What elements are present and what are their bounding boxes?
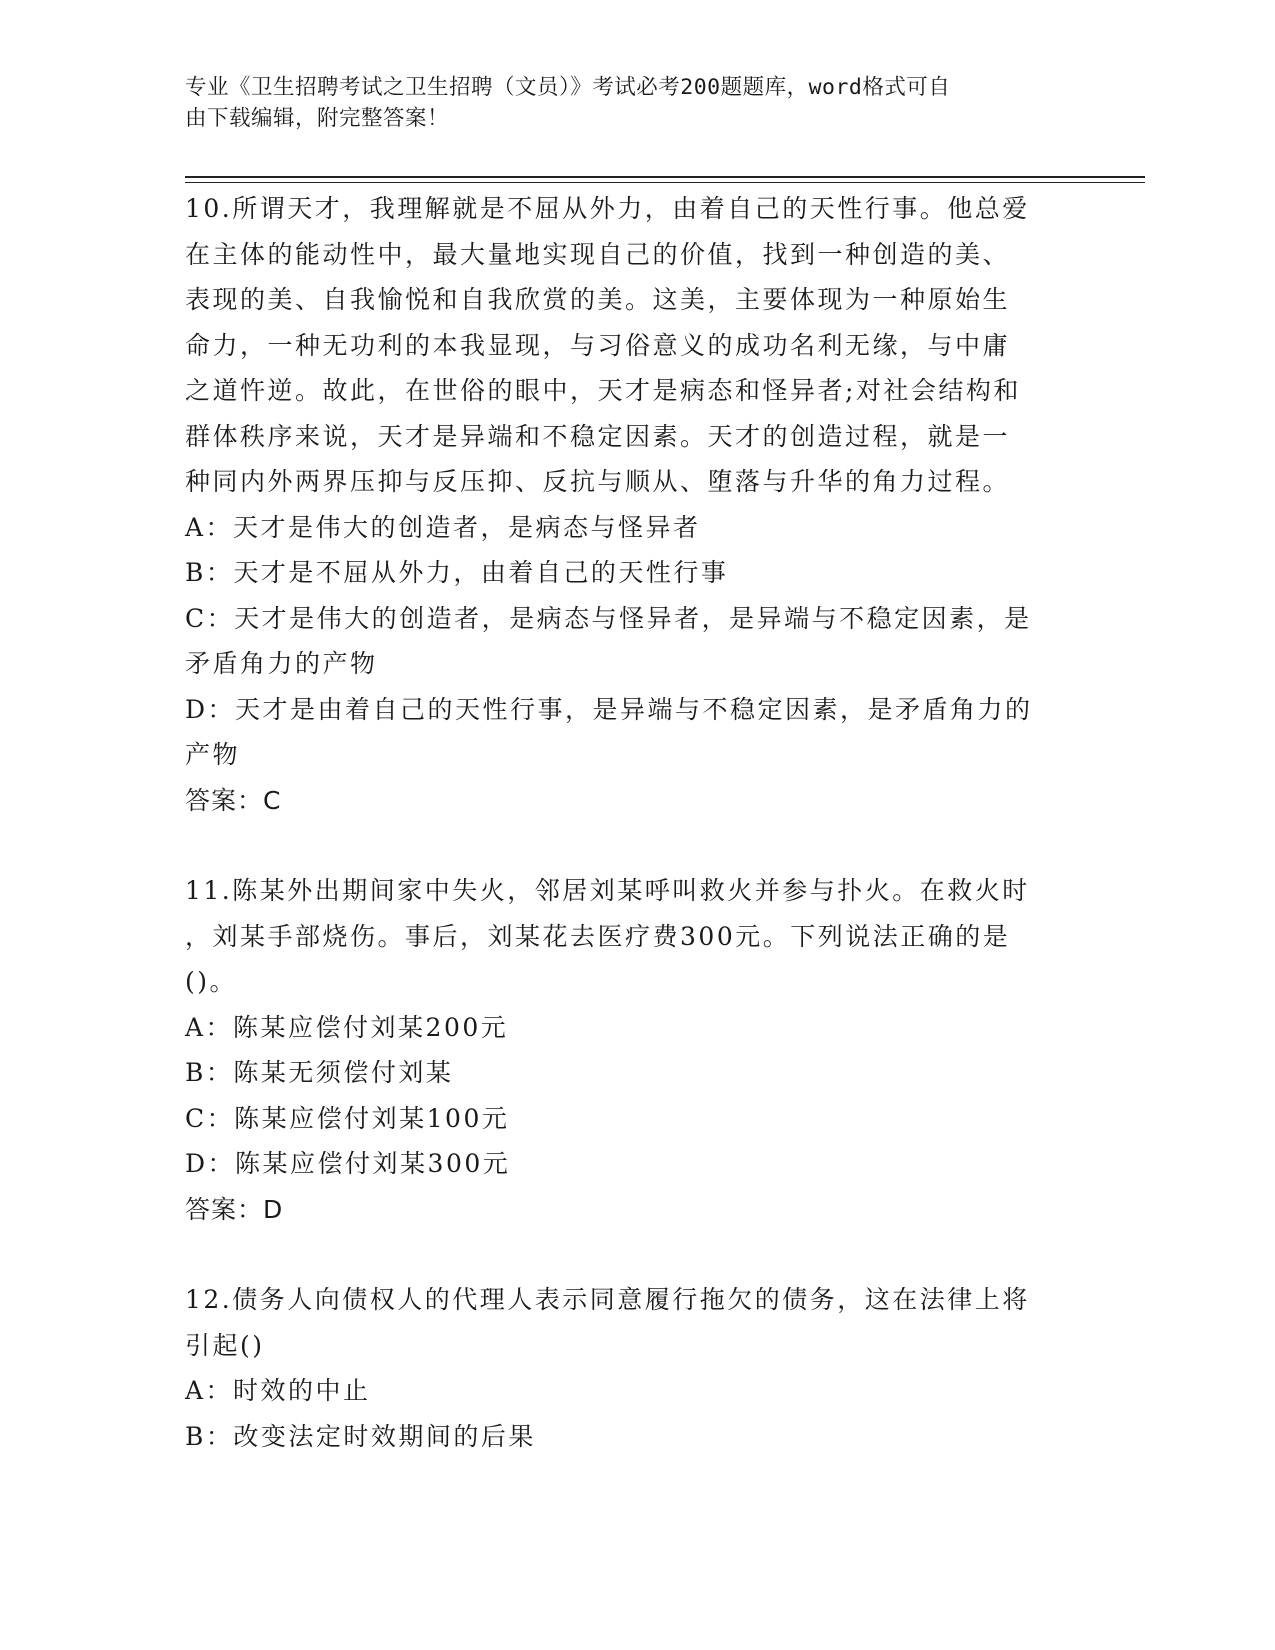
header-line-1: 专业《卫生招聘考试之卫生招聘（文员）》考试必考200题题库，word格式可自: [185, 75, 951, 100]
document-header: [185, 72, 1065, 134]
option-d: D：陈某应偿付刘某300元: [185, 1149, 511, 1178]
option-a: A：时效的中止: [185, 1376, 371, 1405]
question-stem-line: ，刘某手部烧伤。事后，刘某花去医疗费300元。下列说法正确的是: [185, 921, 1011, 951]
question-stem-line: 引起(): [185, 1330, 265, 1360]
answer-label: 答案：C: [185, 785, 282, 815]
header-rule-thick: [185, 176, 1145, 178]
question-stem-line: ()。: [185, 967, 238, 996]
answer-label: 答案：D: [185, 1194, 284, 1224]
option-c: C：陈某应偿付刘某100元: [185, 1103, 510, 1133]
question-spacer: [185, 823, 1065, 868]
question-stem-line: 11.陈某外出期间家中失火，邻居刘某呼叫救火并参与扑火。在救火时: [185, 876, 1030, 905]
option-d-continued: 产物: [185, 740, 241, 769]
question-12: [185, 1277, 1065, 1459]
question-stem-line: 12.债务人向债权人的代理人表示同意履行拖欠的债务，这在法律上将: [185, 1285, 1030, 1314]
option-a: A：陈某应偿付刘某200元: [185, 1012, 509, 1042]
header-line-2: 由下载编辑，附完整答案！: [185, 106, 450, 131]
option-d: D：天才是由着自己的天性行事，是异端与不稳定因素，是矛盾角力的: [185, 694, 1033, 724]
question-stem-line: 之道忤逆。故此，在世俗的眼中，天才是病态和怪异者;对社会结构和: [185, 376, 1021, 405]
question-list: [185, 186, 1065, 1459]
question-stem-line: 命力，一种无功利的本我显现，与习俗意义的成功名利无缘，与中庸: [185, 330, 1011, 360]
option-a: A：天才是伟大的创造者，是病态与怪异者: [185, 512, 701, 542]
question-stem-line: 种同内外两界压抑与反压抑、反抗与顺从、堕落与升华的角力过程。: [185, 467, 1011, 496]
option-b: B：天才是不屈从外力，由着自己的天性行事: [185, 558, 729, 587]
question-stem-line: 10.所谓天才，我理解就是不屈从外力，由着自己的天性行事。他总爱: [185, 194, 1030, 223]
option-b: B：改变法定时效期间的后果: [185, 1421, 536, 1451]
question-11: [185, 868, 1065, 1232]
option-b: B：陈某无须偿付刘某: [185, 1058, 454, 1087]
question-stem-line: 在主体的能动性中，最大量地实现自己的价值，找到一种创造的美、: [185, 239, 1011, 269]
question-spacer: [185, 1232, 1065, 1277]
option-c: C：天才是伟大的创造者，是病态与怪异者，是异端与不稳定因素，是: [185, 603, 1032, 633]
question-10: [185, 186, 1065, 823]
question-stem-line: 表现的美、自我愉悦和自我欣赏的美。这美，主要体现为一种原始生: [185, 285, 1011, 314]
header-rule-thin: [185, 182, 1145, 183]
option-c-continued: 矛盾角力的产物: [185, 649, 378, 678]
question-stem-line: 群体秩序来说，天才是异端和不稳定因素。天才的创造过程，就是一: [185, 421, 1011, 451]
